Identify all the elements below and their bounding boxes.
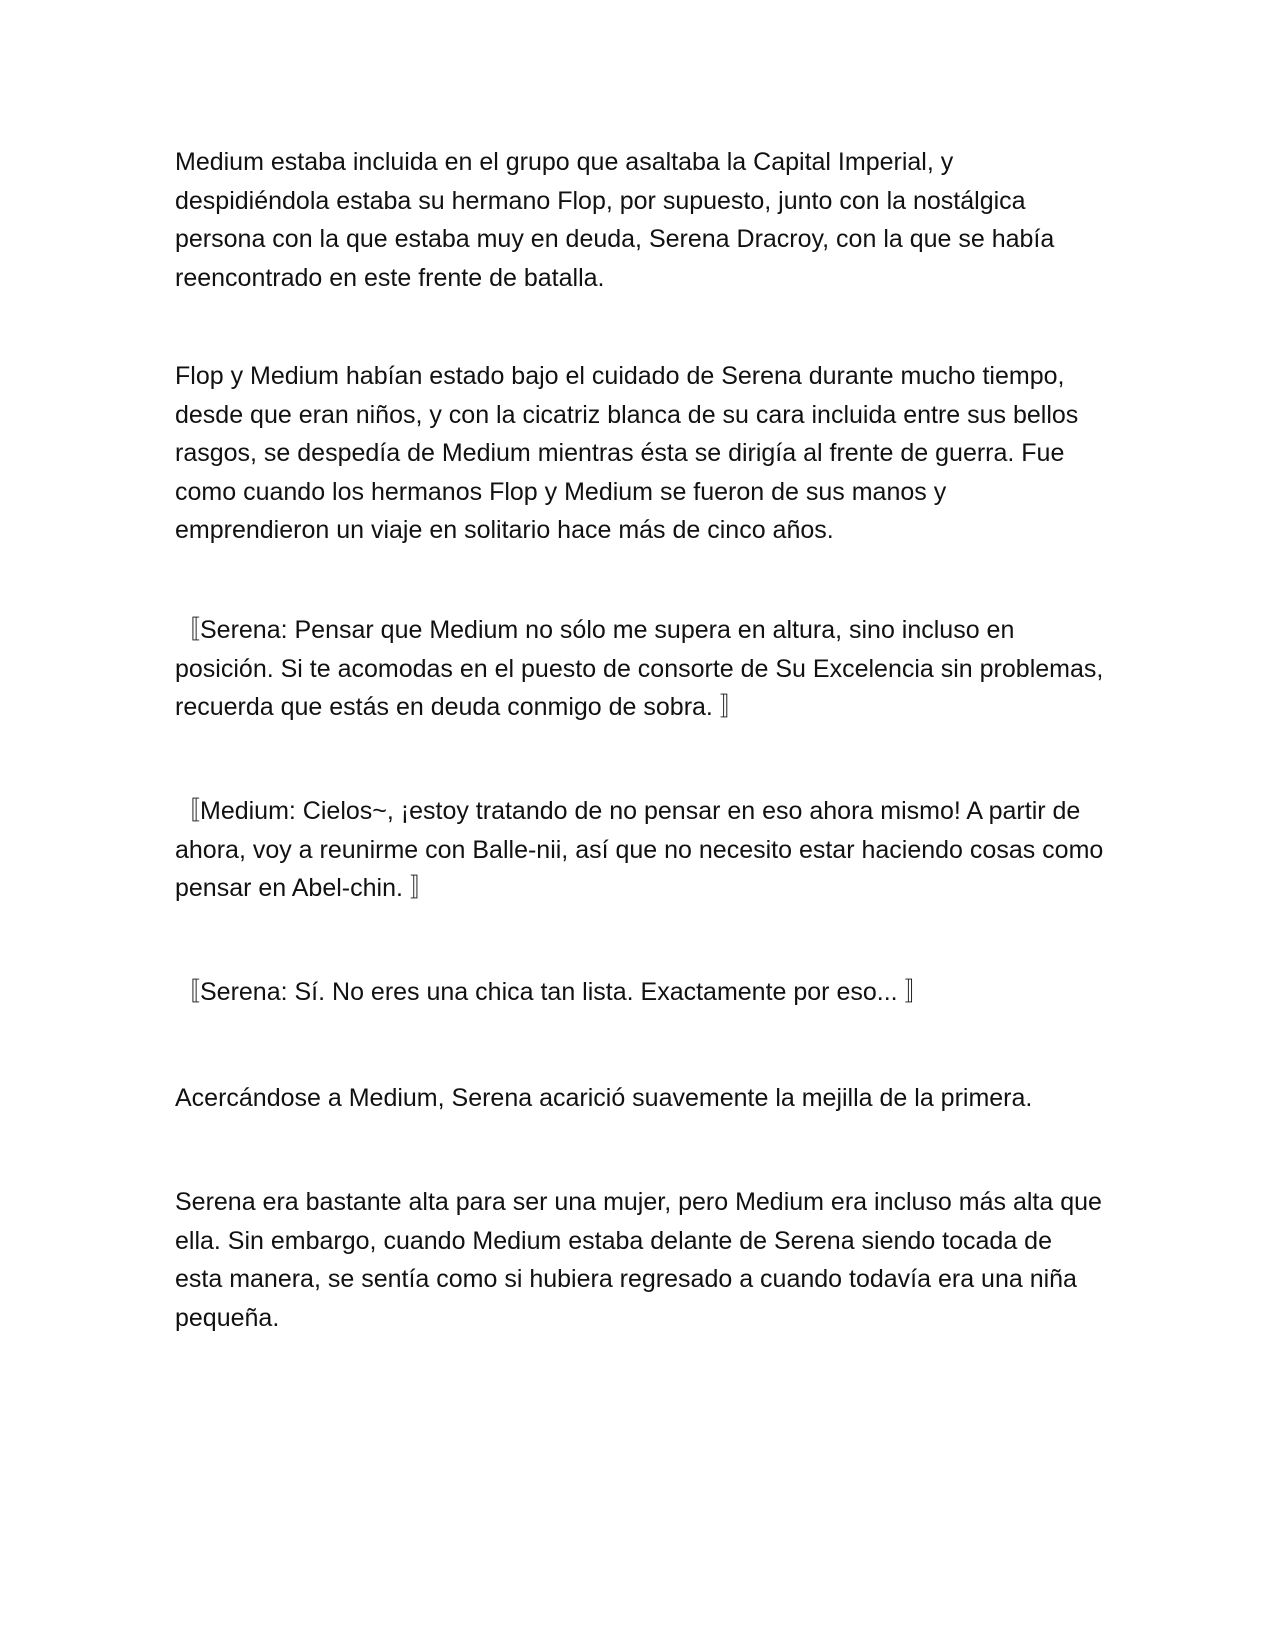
paragraph-2: Flop y Medium habían estado bajo el cuidado de Serena durante mucho tiempo, desde que eran niños, y con la cicatriz blanca de su cara incluida entre sus bellos rasgos, se despedía de Medium mientras ésta se dirigía al frente de guerra. Fue como cuando los hermanos Flop y Medium se fueron de sus manos y emprendieron un viaje en solitario hace más de cinco años. (175, 362, 1079, 544)
dialogue-medium-1: 〚Medium: Cielos~, ¡estoy tratando de no pensar en eso ahora mismo! A partir de ahora, voy a reunirme con Balle-nii, así que no necesito estar haciendo cosas como pensar en Abel-chin. 〛 (175, 797, 1104, 902)
paragraph-4: Serena era bastante alta para ser una mujer, pero Medium era incluso más alta que ella. Sin embargo, cuando Medium estaba delante de Serena siendo tocada de esta manera, se sentía como si hubiera regresado a cuando todavía era una niña pequeña. (175, 1188, 1102, 1332)
dialogue-serena-1: 〚Serena: Pensar que Medium no sólo me supera en altura, sino incluso en posición. Si te acomodas en el puesto de consorte de Su Excelencia sin problemas, recuerda que estás en deuda conmigo de sobra. 〛 (175, 616, 1104, 721)
paragraph-3: Acercándose a Medium, Serena acarició suavemente la mejilla de la primera. (175, 1084, 1033, 1112)
paragraph-1: Medium estaba incluida en el grupo que asaltaba la Capital Imperial, y despidiéndola estaba su hermano Flop, por supuesto, junto con la nostálgica persona con la que estaba muy en deuda, Serena Dracroy, con la que se había reencontrado en este frente de batalla. (175, 148, 1055, 292)
dialogue-serena-2: 〚Serena: Sí. No eres una chica tan lista. Exactamente por eso... 〛 (175, 978, 930, 1006)
